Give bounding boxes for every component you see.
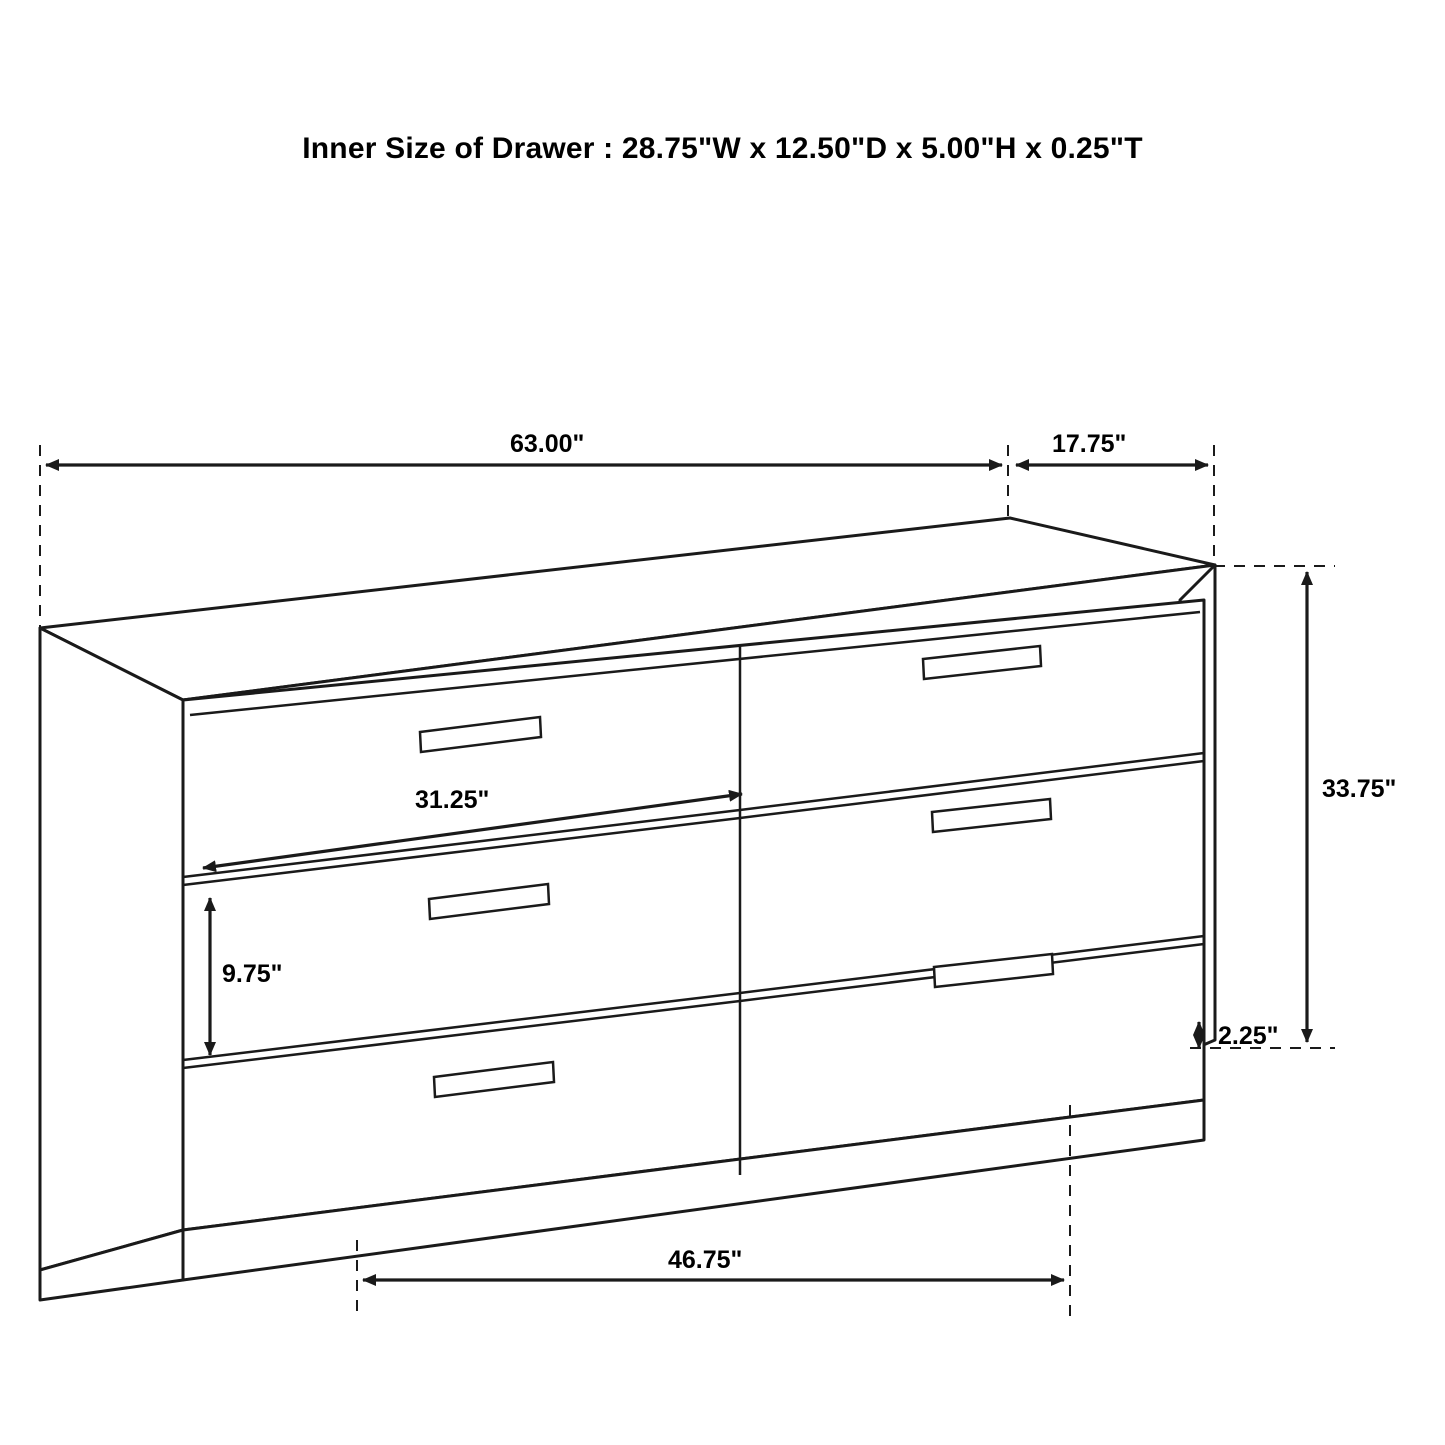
page-title: Inner Size of Drawer : 28.75"W x 12.50"D x 5.00"H x 0.25"T xyxy=(302,132,1143,165)
dim-label-drawer-height: 9.75" xyxy=(222,960,283,988)
dresser-body xyxy=(40,518,1215,1300)
dim-label-height: 33.75" xyxy=(1322,775,1397,803)
dim-label-base-height: 2.25" xyxy=(1218,1022,1279,1050)
dim-label-drawer-width: 31.25" xyxy=(415,786,490,814)
dim-label-base-width: 46.75" xyxy=(668,1246,743,1274)
dim-label-width: 63.00" xyxy=(510,430,585,458)
left-side-panel xyxy=(40,628,183,1270)
dim-label-depth: 17.75" xyxy=(1052,430,1127,458)
